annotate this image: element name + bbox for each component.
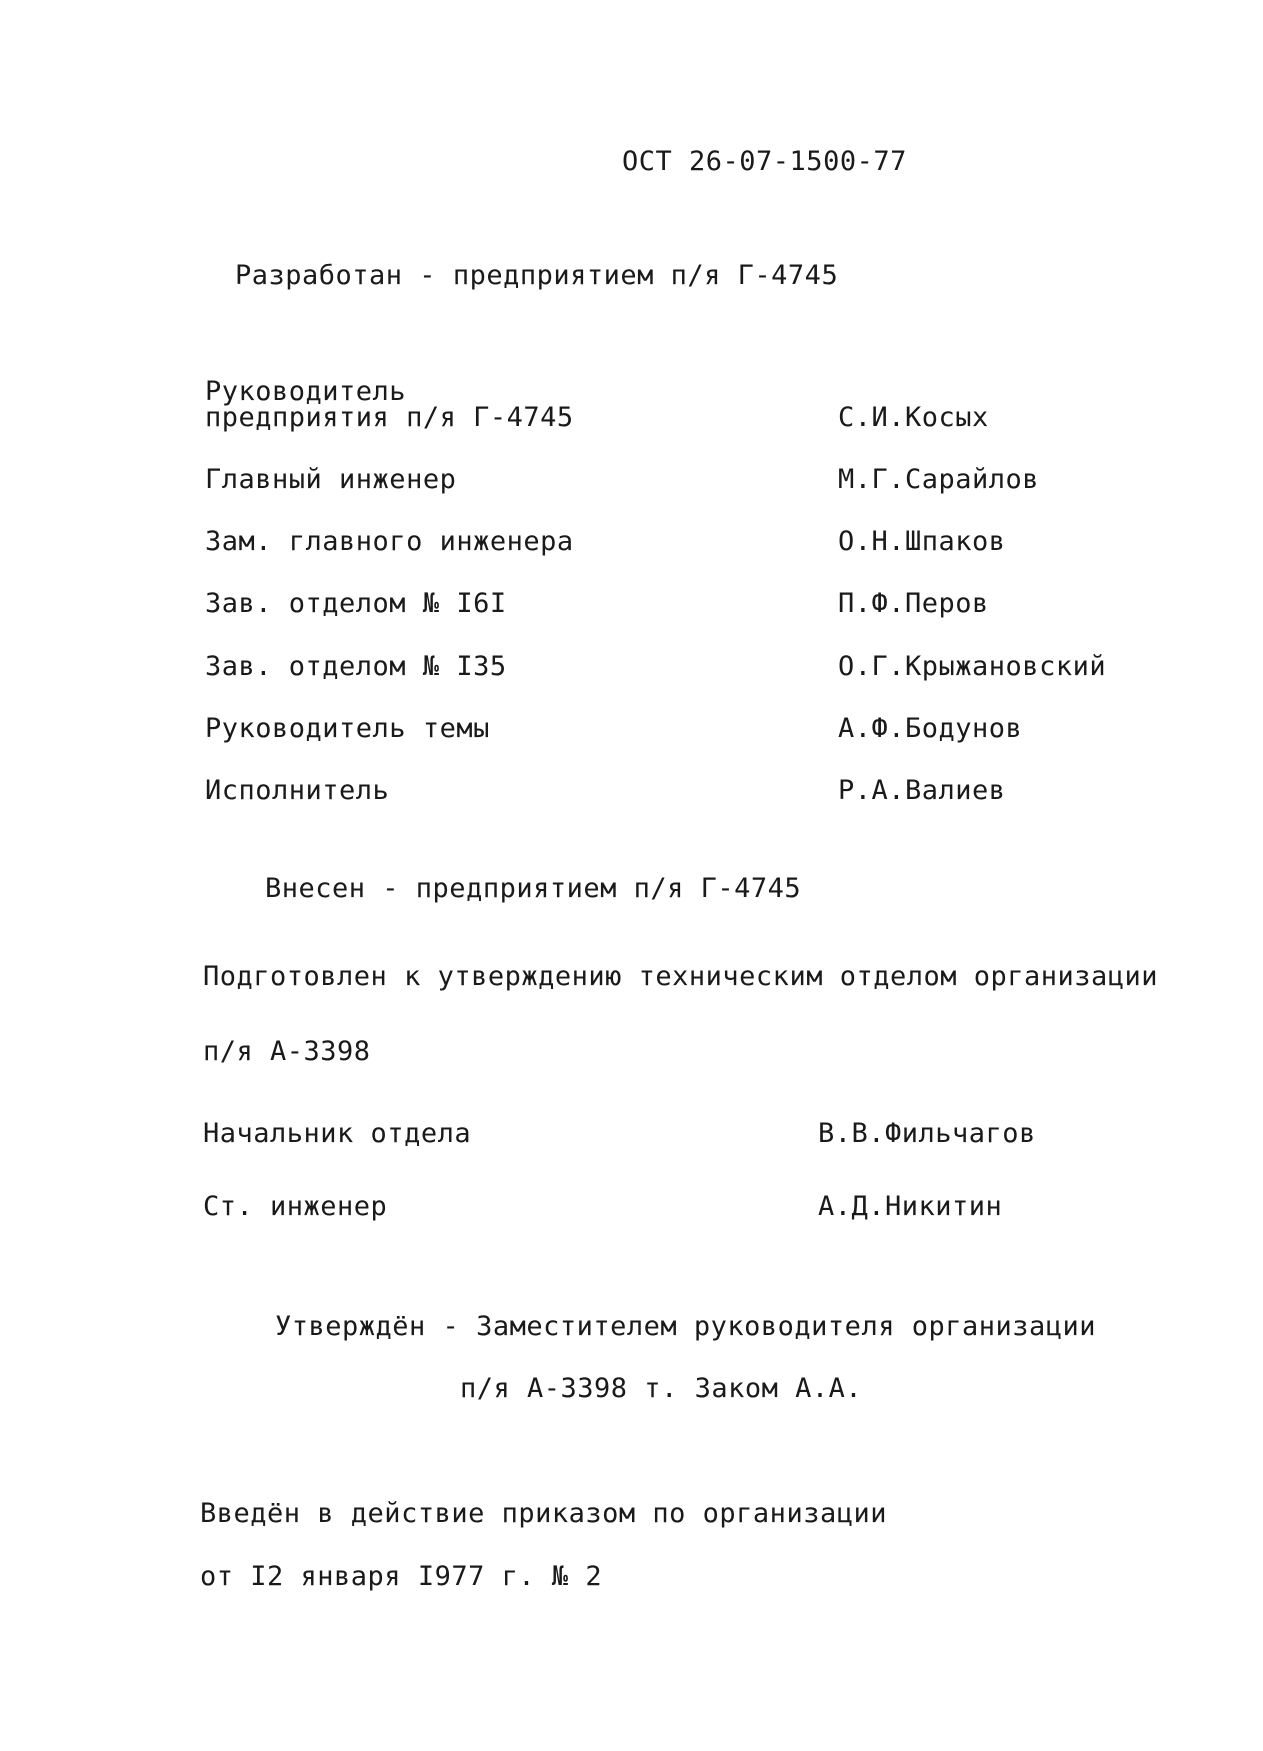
developer-name-deputy-chief-engineer: О.Н.Шпаков — [838, 526, 1006, 557]
document-code: ОСТ 26-07-1500-77 — [622, 146, 907, 177]
developer-name-dept-161: П.Ф.Перов — [838, 588, 989, 619]
developer-role-head-line2: предприятия п/я Г-4745 — [205, 402, 574, 433]
introduced-by-statement: Внесен - предприятием п/я Г-4745 — [265, 873, 802, 904]
preparer-role-senior-engineer: Ст. инженер — [203, 1191, 388, 1222]
developer-name-head: С.И.Косых — [838, 402, 989, 433]
developer-name-executor: Р.А.Валиев — [838, 775, 1006, 806]
developer-role-topic-lead: Руководитель темы — [205, 713, 490, 744]
preparer-name-head-of-dept: В.В.Фильчагов — [818, 1118, 1036, 1149]
developed-by-statement: Разработан - предприятием п/я Г-4745 — [235, 260, 839, 291]
developer-role-dept-161: Зав. отделом № I6I — [205, 588, 507, 619]
preparer-name-senior-engineer: А.Д.Никитин — [818, 1191, 1003, 1222]
developer-role-chief-engineer: Главный инженер — [205, 464, 457, 495]
enacted-statement-line1: Введён в действие приказом по организации — [200, 1498, 887, 1529]
approved-statement-line1: Утверждён - Заместителем руководителя организации — [275, 1311, 1097, 1342]
developer-role-dept-135: Зав. отделом № I35 — [205, 651, 507, 682]
developer-role-deputy-chief-engineer: Зам. главного инженера — [205, 526, 574, 557]
prepared-statement-line2: п/я А-3398 — [203, 1036, 371, 1067]
developer-name-chief-engineer: М.Г.Сарайлов — [838, 464, 1040, 495]
preparer-role-head-of-dept: Начальник отдела — [203, 1118, 472, 1149]
developer-role-executor: Исполнитель — [205, 775, 390, 806]
prepared-statement-line1: Подготовлен к утверждению техническим отделом организации — [203, 961, 1159, 992]
approved-statement-line2: п/я А-3398 т. Заком А.А. — [460, 1373, 863, 1404]
developer-name-dept-135: О.Г.Крыжановский — [838, 651, 1107, 682]
enacted-statement-line2: от I2 января I977 г. № 2 — [200, 1561, 603, 1592]
developer-name-topic-lead: А.Ф.Бодунов — [838, 713, 1023, 744]
developer-role-head-line1: Руководитель — [205, 376, 407, 407]
